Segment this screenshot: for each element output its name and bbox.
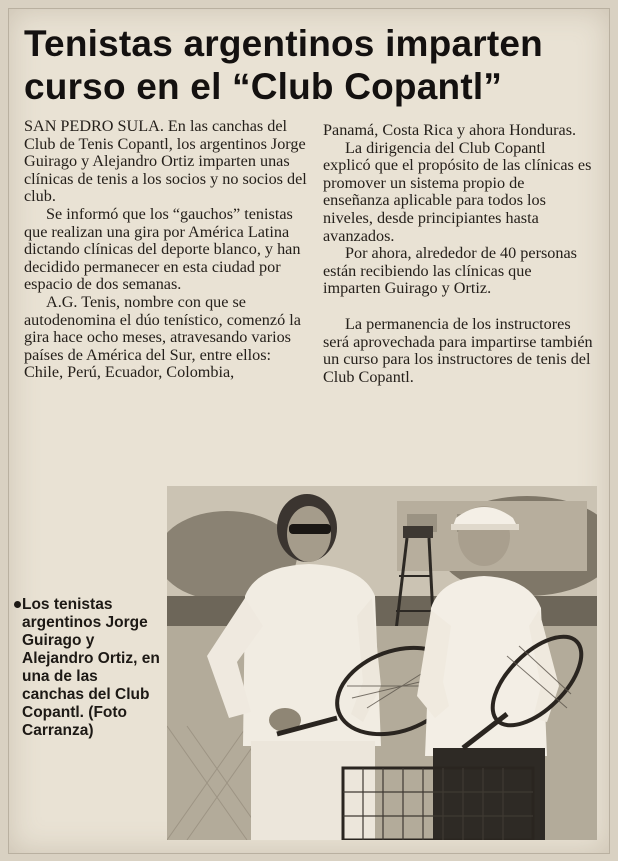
photo-tennis-players [167,486,597,840]
article-paragraph: A.G. Tenis, nombre con que se autodenomina el dúo tenístico, comenzó la gira hace ocho meses, atravesando varios países de América del Sur, entre ellos: Chile, Perú, Ecuador, Colombia, [24,292,301,382]
article-paragraph: La dirigencia del Club Copantl explicó que el propósito de las clínicas es promover un sistema propio de enseñanza aplicable para todos los niveles, desde principiantes hasta avanzados. [323,138,592,245]
bullet-icon [14,601,21,608]
news-photo [167,486,597,840]
headline-line-1: Tenistas argentinos imparten [24,23,543,64]
article-paragraph: Por ahora, alrededor de 40 personas están recibiendo las clínicas que imparten Guirago y Ortiz. [323,244,577,298]
headline [24,22,604,108]
article-column-right [323,122,593,386]
article-column-left [24,118,309,382]
headline-line-2: curso en el “Club Copantl” [24,66,503,107]
article-paragraph: SAN PEDRO SULA. En las canchas del Club de Tenis Copantl, los argentinos Jorge Guirago y Alejandro Ortiz imparten unas clínicas de tenis a los socios y no socios del club. [24,117,307,206]
article-paragraph: La permanencia de los instructores será aprovechada para impartirse también un curso para los instructores de tenis del Club Copantl. [323,314,593,386]
photo-caption [22,596,162,740]
paragraph-gap [323,298,593,316]
photo-caption-text: Los tenistas argentinos Jorge Guirago y Alejandro Ortiz, en una de las canchas del Club Copantl. (Foto Carranza) [22,596,160,739]
article-paragraph: Panamá, Costa Rica y ahora Honduras. [323,121,577,139]
article-paragraph: Se informó que los “gauchos” tenistas que realizan una gira por América Latina dictando clínicas del deporte blanco, y han decidido permanecer en esta ciudad por espacio de dos semanas. [24,204,301,294]
